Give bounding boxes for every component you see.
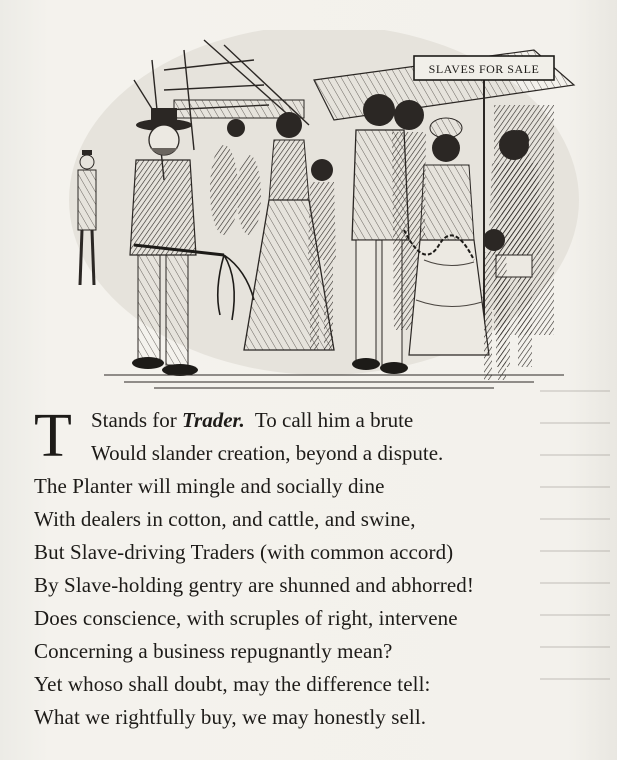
verse-line-1 [91, 404, 413, 437]
dropcap-letter: T [34, 402, 72, 470]
verse-line: Does conscience, with scruples of right, intervene [34, 606, 458, 630]
keyword-trader: Trader. [182, 408, 245, 432]
ground [104, 375, 564, 388]
verse-line-1-start: Stands for [91, 408, 182, 432]
verse-line: With dealers in cotton, and cattle, and swine, [34, 507, 416, 531]
slaves-for-sale-sign [414, 56, 554, 80]
verse-line-2: Would slander creation, beyond a dispute. [91, 441, 444, 465]
verse-line-1-end: To call him a brute [244, 408, 414, 432]
onlooker-figure [78, 150, 96, 285]
trader-engraving [64, 30, 584, 400]
dropcap-paragraph [34, 404, 604, 470]
verse-line: Concerning a business repugnantly mean? [34, 639, 393, 663]
verse-block [34, 404, 604, 734]
verse-line: The Planter will mingle and socially dine [34, 474, 385, 498]
verse-line: Yet whoso shall doubt, may the difference tell: [34, 672, 431, 696]
verse-line: By Slave-holding gentry are shunned and abhorred! [34, 573, 474, 597]
verse-line: But Slave-driving Traders (with common accord) [34, 540, 454, 564]
verse-line: What we rightfully buy, we may honestly sell. [34, 705, 427, 729]
sign-text: SLAVES FOR SALE [428, 62, 540, 76]
